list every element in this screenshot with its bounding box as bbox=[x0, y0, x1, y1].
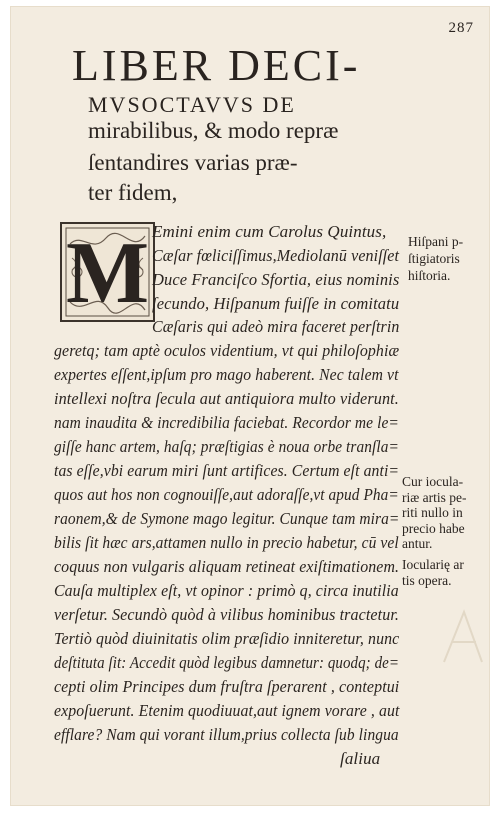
chapter-subtitle-line-1: mirabilibus, & modo repræ bbox=[88, 118, 339, 143]
chapter-subtitle-line-2: ſentandires varias præ- bbox=[88, 150, 298, 175]
chapter-title-line-2: MVSOCTAVVS DE bbox=[88, 92, 296, 117]
body-line: Emini enim cum Carolus Quintus, bbox=[152, 222, 387, 241]
body-line: Tertiò quòd diuinitatis olim præſidio inniteretur, nunc bbox=[54, 629, 400, 648]
marginal-note-line: hiſtoria. bbox=[408, 268, 451, 283]
marginal-note-line: riæ artis pe- bbox=[402, 489, 467, 505]
marginal-note-line: antur. bbox=[402, 536, 433, 551]
body-line: nam inaudita & incredibilia faciebat. Recordor me le= bbox=[54, 413, 399, 432]
body-line: expoſuerunt. Etenim quodiuuat,aut ignem vorare , aut bbox=[54, 701, 400, 720]
body-line: deſtituta ſit: Accedit quòd legibus damnetur: quodq; de= bbox=[54, 653, 400, 672]
decorated-initial bbox=[60, 222, 155, 322]
body-line: coquus non vulgaris aliquam retineat exiſtimationem. bbox=[54, 557, 400, 576]
body-line: Cauſa multiplex eſt, vt opinor : primò q, circa inutilia bbox=[54, 581, 399, 600]
book-page bbox=[10, 6, 490, 806]
body-line: Cæſaris qui adeò mira faceret perſtrin bbox=[152, 317, 400, 336]
faint-mark-icon bbox=[438, 606, 488, 666]
body-line: tas eſſe,vbi earum miri ſunt artifices. Certum eſt anti= bbox=[54, 461, 400, 480]
marginal-note-line: Cur iocula- bbox=[402, 474, 464, 489]
marginal-note-line: Iocularię ar bbox=[402, 557, 464, 572]
body-line: expertes eſſent,ipſum pro mago haberent. Nec talem vt bbox=[54, 365, 399, 384]
marginal-note-line: ſtigiatoris bbox=[408, 251, 460, 266]
body-line: intellexi noſtra ſecula aut antiquiora multo viderunt. bbox=[54, 389, 399, 408]
body-line: efflare? Nam qui vorant illum,prius collecta ſub lingua bbox=[54, 725, 399, 744]
body-line: cepti olim Principes dum fruſtra ſperarent , conteptui bbox=[54, 677, 400, 696]
body-line: geretq; tam aptè oculos videntium, vt qui philoſophiæ bbox=[54, 341, 400, 360]
body-line: raonem,& de Symone mago legitur. Cunque tam mira= bbox=[54, 509, 400, 528]
chapter-subtitle-line-3: ter fidem, bbox=[88, 180, 178, 205]
body-line: giſſe hanc artem, haſq; præſtigias è noua orbe tranſla= bbox=[54, 437, 399, 456]
body-line: quos aut hos non cognouiſſe,aut adoraſſe,vt apud Pha= bbox=[54, 485, 399, 504]
marginal-note-line: precio habe bbox=[402, 520, 465, 536]
page-number: 287 bbox=[448, 20, 474, 36]
body-line: ſaliua bbox=[340, 749, 381, 768]
body-line: verſetur. Secundò quòd à vilibus hominibus tractetur. bbox=[54, 605, 400, 624]
body-line: bilis ſit hæc ars,attamen nullo in precio habetur, cū vel bbox=[54, 533, 399, 552]
chapter-title-line-1: LIBER DECI- bbox=[72, 41, 361, 90]
body-line: Cæſar fœliciſſimus,Mediolanū veniſſet bbox=[152, 246, 400, 265]
marginal-note-line: tis opera. bbox=[402, 573, 452, 588]
body-line: Duce Franciſco Sfortia, eius nominis bbox=[152, 270, 400, 289]
initial-letter: M bbox=[65, 225, 150, 322]
marginal-note-line: riti nullo in bbox=[402, 505, 463, 520]
marginal-note-line: Hiſpani p- bbox=[408, 234, 464, 249]
body-line: ſecundo, Hiſpanum fuiſſe in comitatu bbox=[152, 294, 400, 313]
